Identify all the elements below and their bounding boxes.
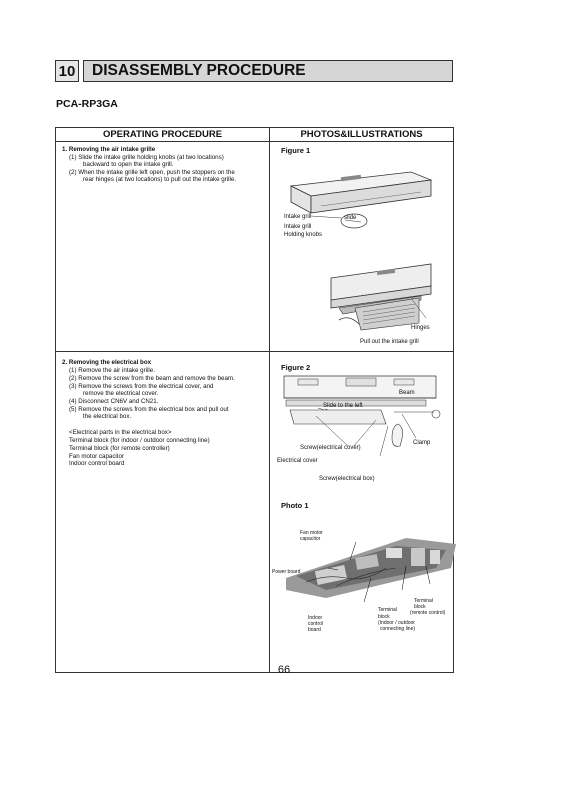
label-terminal-block-io: connecting line) [380, 626, 416, 632]
step2-line: (3) Remove the screws from the electrical cover, and [69, 383, 214, 390]
label-power-board: Power board [272, 569, 301, 575]
section-header [55, 60, 453, 82]
section-number: 10 [55, 60, 79, 82]
table-header [56, 128, 453, 142]
label-beam: Beam [399, 390, 415, 396]
step2-line: (5) Remove the screws from the electrical box and pull out [69, 406, 229, 413]
label-terminal-block-io: (Indoor / outdoor [378, 620, 415, 626]
figure2-illustration [276, 376, 451, 486]
step1-line: rear hinges (at two locations) to pull out the intake grille. [83, 176, 237, 183]
section-title: DISASSEMBLY PROCEDURE [83, 60, 453, 82]
step2-line: (2) Remove the screw from the beam and remove the beam. [69, 375, 235, 382]
parts-item: Indoor control board [69, 460, 125, 467]
step2-line: remove the electrical cover. [83, 390, 159, 397]
label-electrical-cover: Electrical cover [277, 458, 318, 464]
label-clamp: Clamp [413, 440, 431, 446]
step2-title: 2. Removing the electrical box [62, 359, 152, 366]
parts-title: <Electrical parts in the electrical box> [69, 429, 172, 436]
step2-line: (1) Remove the air intake grille. [69, 367, 155, 374]
column-divider [269, 142, 270, 672]
label-intake-grill: Intake grill [284, 214, 312, 220]
label-screw-cover: Screw(electrical cover) [300, 445, 361, 451]
parts-item: Terminal block (for indoor / outdoor connecting line) [69, 437, 210, 444]
label-fan-motor: capacitor [300, 536, 321, 542]
procedure-table [55, 127, 454, 673]
parts-item: Terminal block (for remote controller) [69, 445, 170, 452]
label-terminal-block-rc: (remote control) [410, 610, 446, 616]
photo1-title: Photo 1 [281, 501, 309, 510]
figure1-illustration [281, 158, 441, 348]
step2-line: the electrical box. [83, 413, 132, 420]
label-indoor-board: board [308, 627, 321, 633]
step1-line: (1) Slide the intake grille holding knobs (at two locations) [69, 154, 224, 161]
label-fan-motor: Fan motor [300, 530, 323, 536]
label-holding-knobs: Holding knobs [284, 232, 323, 238]
step1-title: 1. Removing the air intake grille [62, 146, 156, 153]
figure2-title: Figure 2 [281, 363, 311, 372]
photo1-image [286, 538, 456, 598]
label-slide: slide [344, 215, 357, 221]
parts-item: Fan motor capacitor [69, 453, 125, 460]
step1-line: backward to open the intake grill. [83, 161, 174, 168]
label-terminal-block-rc: Terminal [414, 598, 433, 604]
label-terminal-block-io: block [378, 614, 390, 620]
label-hinges: Hinges [411, 325, 430, 331]
step2-line: (4) Disconnect CN6V and CN21. [69, 398, 159, 405]
model-name: PCA-RP3GA [56, 98, 118, 110]
label-indoor-board: control [308, 621, 324, 627]
label-pull-out: Pull out the intake grill [360, 339, 419, 345]
label-terminal-block-rc: block [414, 604, 426, 610]
label-slide-left: Slide to the left [323, 403, 363, 409]
col-header-photos: PHOTOS&ILLUSTRATIONS [300, 129, 423, 140]
row-divider [56, 351, 453, 352]
label-terminal-block-io: Terminal [378, 607, 397, 613]
label-indoor-board: Indoor [308, 615, 323, 621]
label-screw-box: Screw(electrical box) [319, 476, 375, 482]
col-header-operating: OPERATING PROCEDURE [56, 128, 270, 141]
step1-line: (2) When the intake grille left open, push the stoppers on the [69, 169, 235, 176]
label-holding-knobs: Intake grill [284, 224, 312, 230]
figure1-title: Figure 1 [281, 146, 311, 155]
page-number: 66 [277, 664, 291, 676]
